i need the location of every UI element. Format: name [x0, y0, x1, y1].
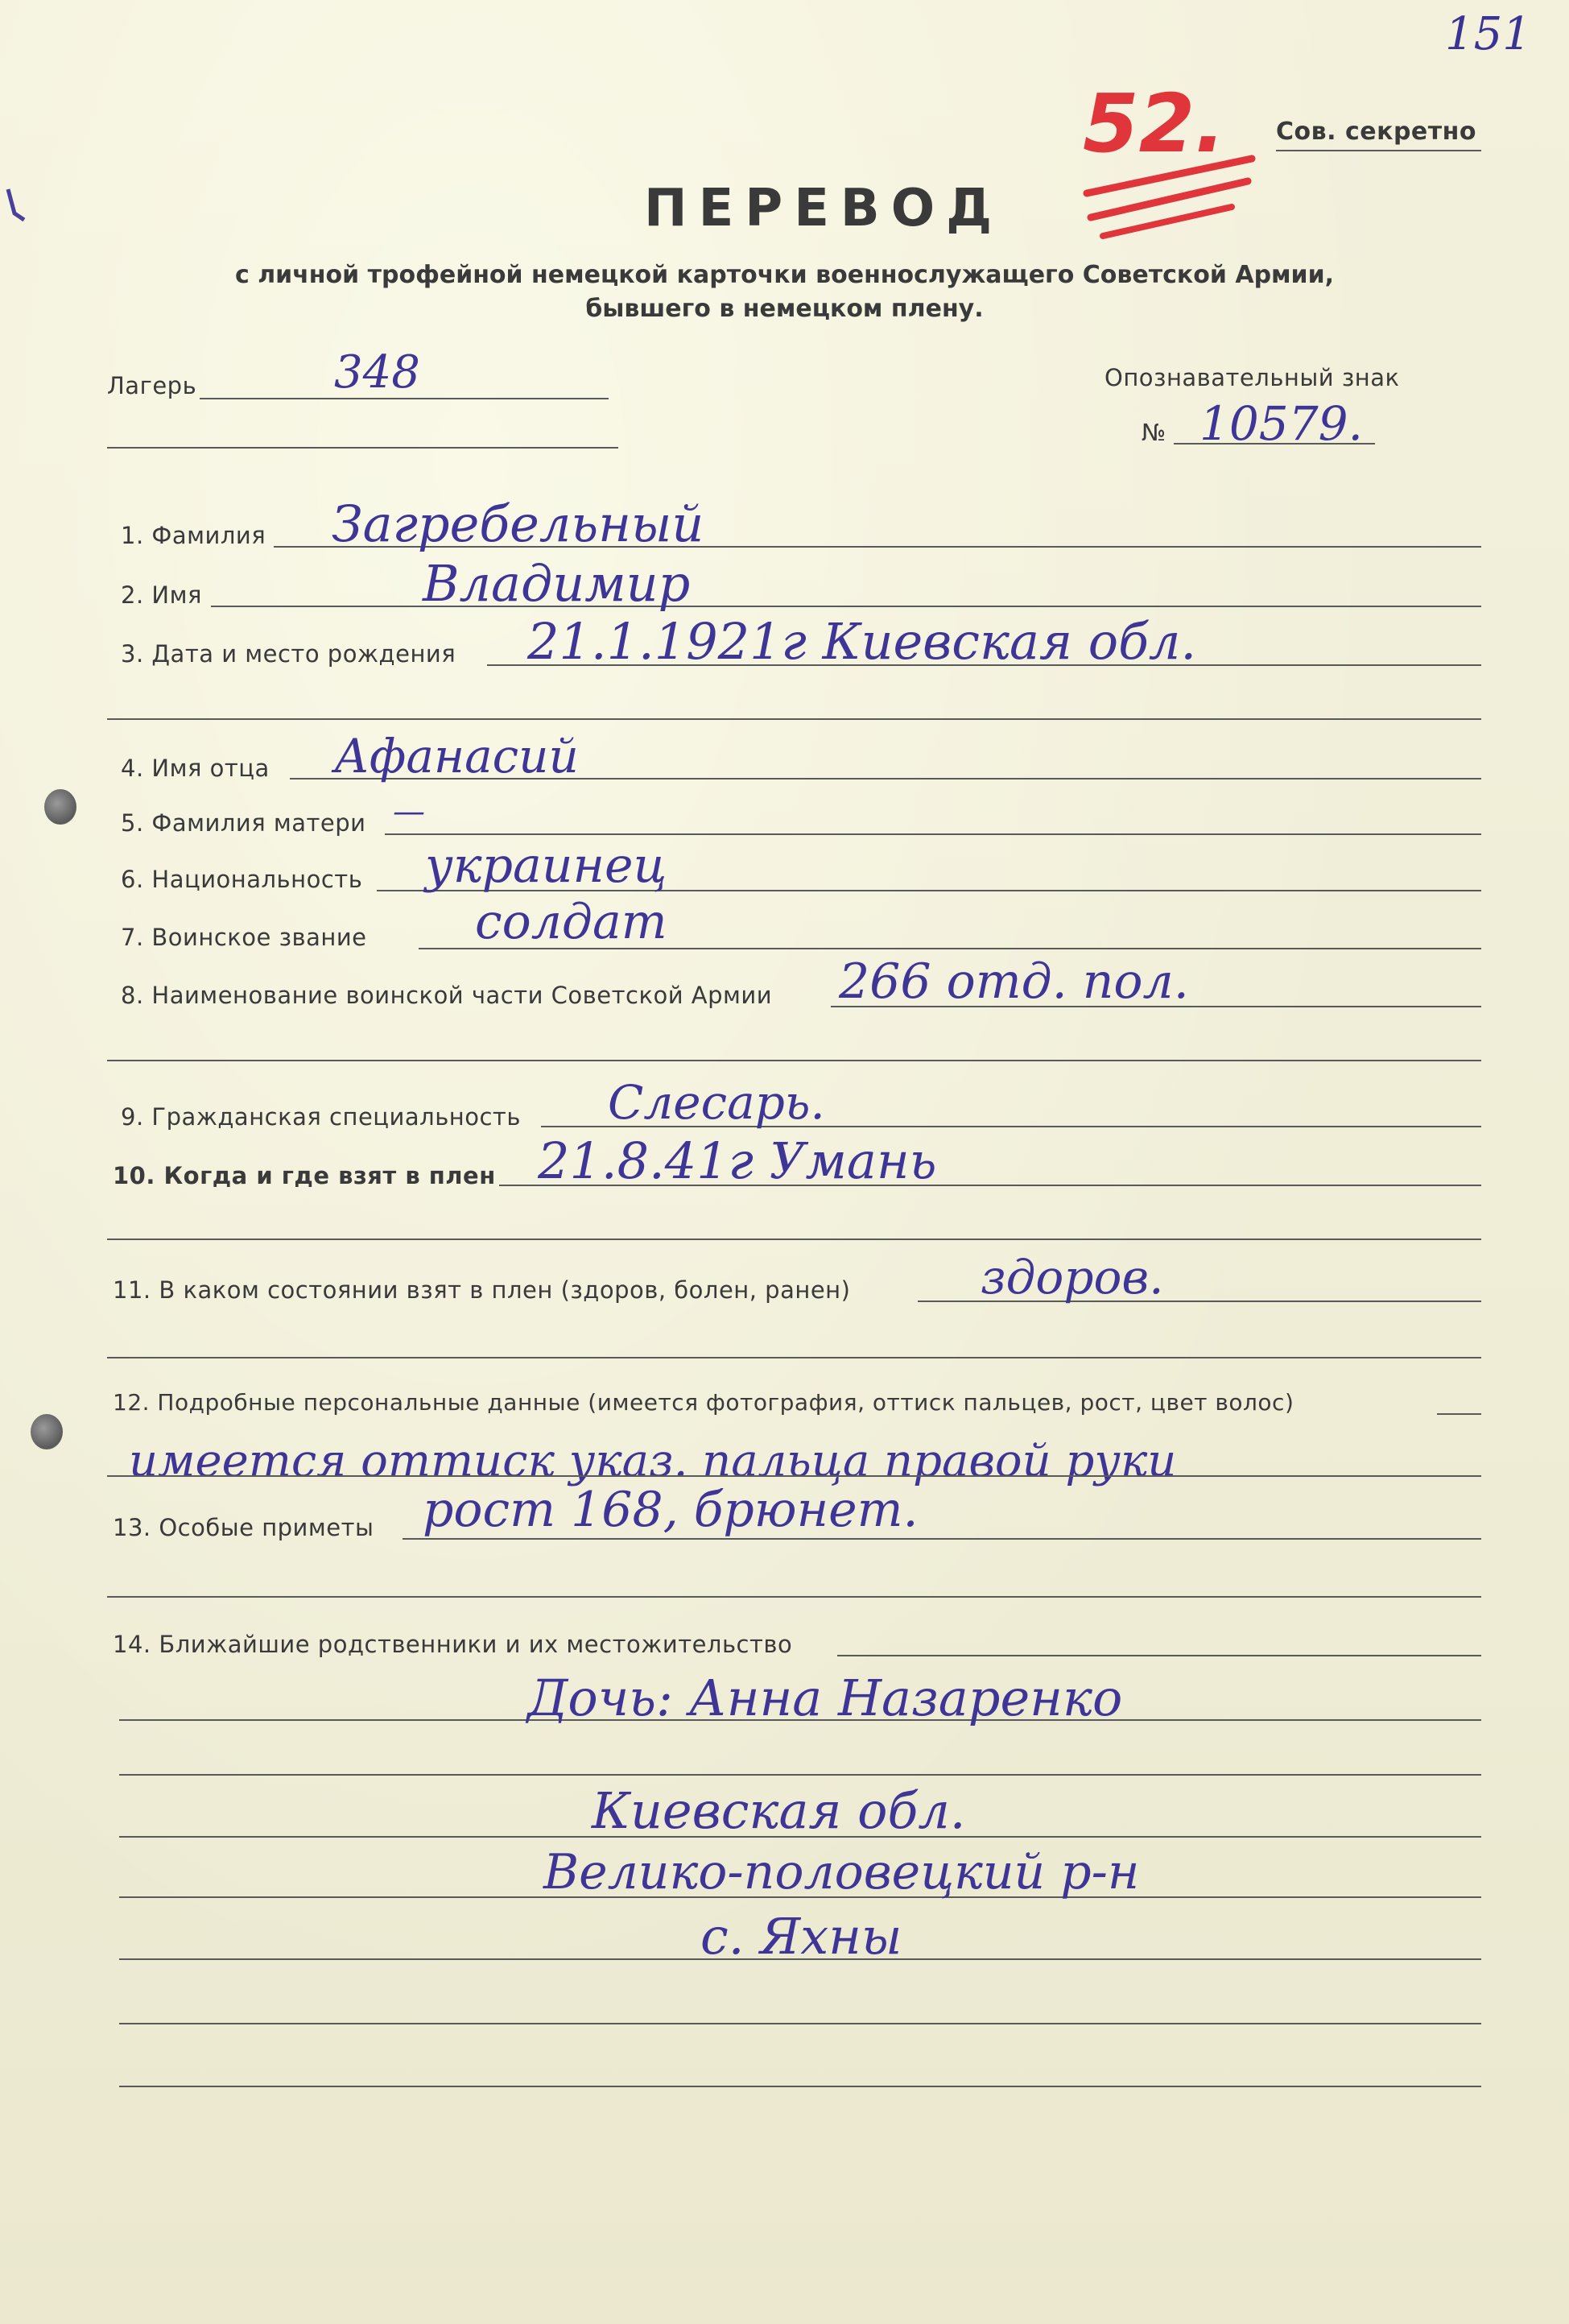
classification-label: Сов. секретно: [1276, 118, 1476, 146]
field-unit-label: 8. Наименование воинской части Советской Армии: [121, 982, 773, 1009]
field-mother-label: 5. Фамилия матери: [121, 809, 366, 837]
field-marks-value: рост 168, брюнет.: [423, 1482, 919, 1538]
field-relatives-label: 14. Ближайшие родственники и их местожительство: [113, 1631, 793, 1658]
field-capture-line-2: [107, 1239, 1481, 1240]
tag-number-label: №: [1142, 419, 1166, 446]
relatives-line-2: [119, 1774, 1481, 1776]
field-mother-line: [385, 833, 1481, 835]
field-personal-line-2: [107, 1475, 1481, 1477]
relatives-value-1: Дочь: Анна Назаренко: [527, 1669, 1123, 1727]
field-birth-line-2: [107, 718, 1481, 720]
field-relatives-line: [837, 1655, 1481, 1656]
field-name-label: 2. Имя: [121, 581, 202, 609]
field-nationality-label: 6. Национальность: [121, 866, 363, 893]
punch-hole-top: [44, 789, 76, 825]
field-birth-label: 3. Дата и место рождения: [121, 640, 456, 668]
field-profession-label: 9. Гражданская специальность: [121, 1103, 521, 1131]
camp-label: Лагерь: [107, 372, 197, 399]
margin-mark: [0, 181, 32, 230]
relatives-line-7: [119, 2086, 1481, 2087]
red-underline-marks: [1071, 149, 1264, 246]
field-name-line: [211, 606, 1481, 607]
field-unit-value: 266 отд. пол.: [839, 953, 1189, 1010]
tag-label: Опознавательный знак: [1104, 364, 1400, 391]
field-personal-line: [1437, 1413, 1481, 1415]
tag-value: 10579.: [1199, 396, 1363, 451]
camp-value: 348: [334, 346, 420, 399]
field-marks-line-2: [107, 1596, 1481, 1598]
punch-hole-bottom: [31, 1414, 63, 1449]
field-condition-label: 11. В каком состоянии взят в плен (здоров, болен, ранен): [113, 1276, 851, 1304]
stamp-number: 52.: [1083, 77, 1226, 171]
document-subtitle-2: бывшего в немецком плену.: [585, 295, 984, 323]
relatives-value-4: с. Яхны: [700, 1907, 902, 1966]
relatives-value-2: Киевская обл.: [592, 1781, 966, 1840]
field-condition-value: здоров.: [981, 1250, 1164, 1305]
field-father-value: Афанасий: [334, 729, 579, 784]
field-unit-line-2: [107, 1060, 1481, 1061]
document-title: ПЕРЕВОД: [644, 179, 1004, 238]
relatives-line-6: [119, 2023, 1481, 2024]
field-personal-label: 12. Подробные персональные данные (имеется фотография, оттиск пальцев, рост, цвет волос): [113, 1389, 1294, 1416]
field-capture-label: 10. Когда и где взят в плен: [113, 1162, 496, 1189]
field-nationality-value: украинец: [425, 837, 667, 894]
document-subtitle-1: с личной трофейной немецкой карточки военнослужащего Советской Армии,: [234, 261, 1334, 289]
field-rank-value: солдат: [475, 894, 667, 950]
classification-underline: [1276, 150, 1481, 151]
field-name-value: Владимир: [423, 554, 691, 613]
field-marks-line: [403, 1538, 1481, 1540]
field-marks-label: 13. Особые приметы: [113, 1514, 374, 1541]
field-rank-label: 7. Воинское звание: [121, 924, 367, 951]
field-birth-value: 21.1.1921г Киевская обл.: [527, 612, 1197, 671]
field-mother-value: —: [393, 793, 425, 830]
field-surname-value: Загребельный: [332, 494, 704, 553]
field-personal-value: имеется оттиск указ. пальца правой руки: [129, 1435, 1177, 1487]
relatives-value-3: Велико-половецкий р-н: [543, 1844, 1140, 1900]
field-surname-label: 1. Фамилия: [121, 522, 266, 549]
camp-line-2: [107, 447, 618, 449]
field-capture-value: 21.8.41г Умань: [538, 1131, 937, 1190]
archive-number: 151: [1445, 8, 1531, 60]
field-profession-value: Слесарь.: [608, 1075, 825, 1130]
field-condition-line-2: [107, 1357, 1481, 1358]
field-father-label: 4. Имя отца: [121, 755, 270, 782]
